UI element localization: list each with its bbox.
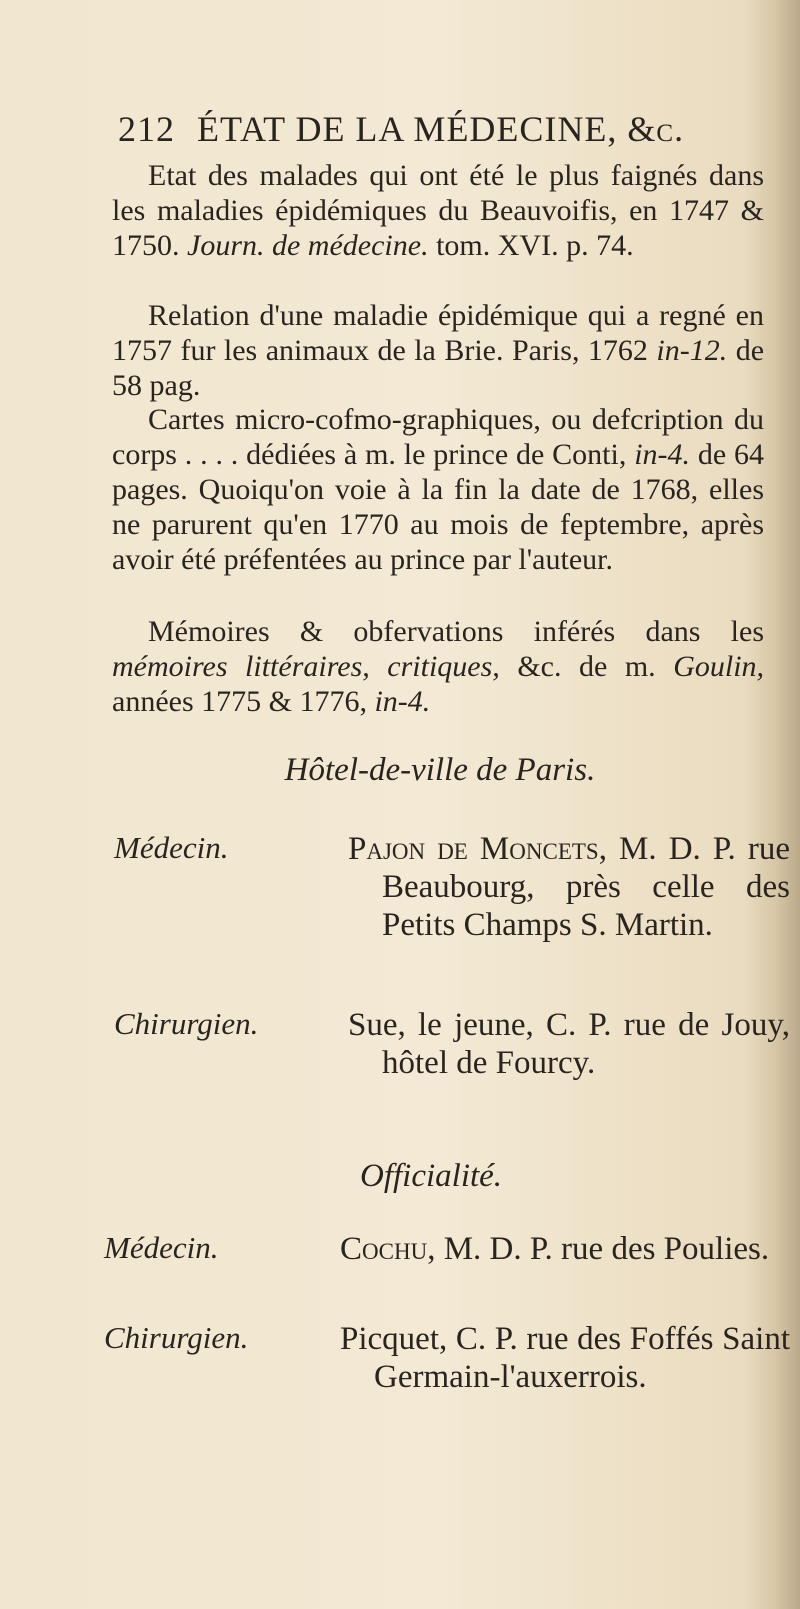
bibliography-entry (112, 298, 764, 403)
role-label: Chirurgien. (104, 1320, 249, 1355)
person-details: , C. P. rue des Foffés Saint Germain-l'auxerrois. (374, 1321, 790, 1395)
format-ref: in-4. (374, 685, 431, 718)
person-entry (340, 1320, 790, 1396)
bibliography-entry (112, 402, 764, 577)
person-name: Cochu (340, 1231, 428, 1267)
section-heading: Officialité. (360, 1158, 503, 1194)
page-number: 212 (118, 109, 175, 149)
entry-tail: tom. XVI. p. 74. (436, 229, 634, 262)
person-entry (348, 1006, 790, 1082)
entry-text: Cartes micro-cofmo-graphiques, ou defcription du corps . . . . dédiées à m. le prince de Conti, (112, 403, 764, 471)
person-name: Pajon de Moncets (348, 831, 599, 867)
bibliography-entry (112, 614, 764, 719)
role-label: Médecin. (104, 1230, 219, 1265)
person-details: , M. D. P. rue Beaubourg, près celle des Petits Champs S. Martin. (382, 831, 790, 943)
entry-tail: de 58 pag. (112, 334, 765, 402)
entry-tail: de 64 pages. Quoiqu'on voie à la fin la date de 1768, elles ne parurent qu'en 1770 au mois de feptembre, après avoir été préfentées au prince par l'auteur. (112, 438, 765, 576)
role-label: Médecin. (114, 830, 229, 865)
entry-tail: années 1775 & 1776, (112, 685, 367, 718)
entry-text: Mémoires & obfervations inférés dans les (148, 615, 764, 648)
entry-tail: &c. de m. (517, 650, 656, 683)
person-details: , le jeune, C. P. rue de Jouy, hôtel de Fourcy. (382, 1007, 790, 1081)
entry-text: Relation d'une maladie épidémique qui a regné en 1757 fur les animaux de la Brie. Paris, 1762 (112, 299, 764, 367)
entry-text: Etat des malades qui ont été le plus faignés dans les maladies épidémiques du Beauvoifis, en 1747 & 1750. (112, 159, 764, 262)
format-ref: in-12. (656, 334, 728, 367)
section-heading: Hôtel-de-ville de Paris. (284, 752, 596, 788)
person-name: Picquet (340, 1321, 439, 1357)
journal-ref: Journ. de médecine. (187, 229, 429, 262)
publication-ref: mémoires littéraires, critiques, (112, 650, 500, 683)
person-details: , M. D. P. rue des Poulies. (427, 1231, 770, 1267)
role-label: Chirurgien. (114, 1006, 259, 1041)
format-ref: in-4. (634, 438, 691, 471)
author-ref: Goulin, (673, 650, 765, 683)
person-name: Sue (348, 1007, 398, 1043)
bibliography-entry (112, 158, 764, 263)
person-entry (340, 1230, 790, 1268)
running-header (118, 108, 758, 150)
person-entry (348, 830, 790, 944)
running-title: ÉTAT DE LA MÉDECINE, &c. (197, 109, 685, 149)
